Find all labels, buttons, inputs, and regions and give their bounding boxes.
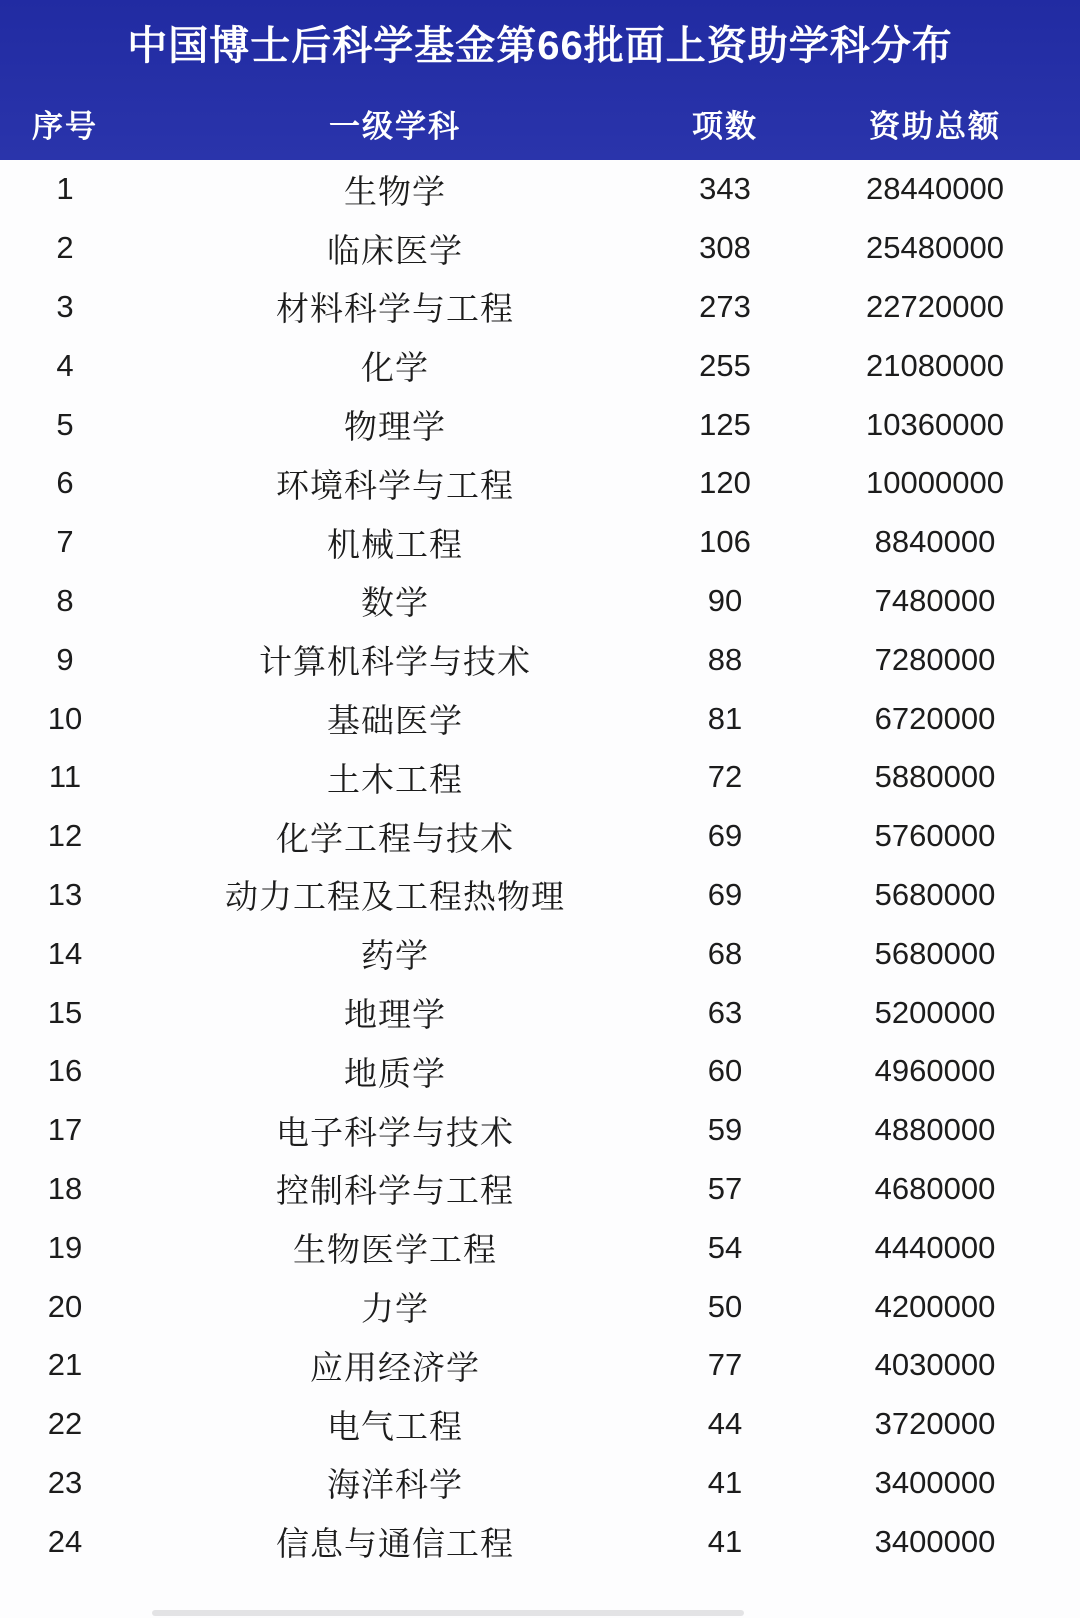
project-count-cell: 44 — [707, 1406, 743, 1442]
amount-cell: 4030000 — [874, 1347, 996, 1383]
page-title: 中国博士后科学基金第66批面上资助学科分布 — [127, 24, 953, 68]
table-row — [0, 1512, 1080, 1571]
row-number-cell: 6 — [56, 465, 74, 501]
table-body — [0, 160, 1080, 1571]
row-number-cell: 1 — [56, 171, 74, 207]
project-count-cell: 50 — [707, 1288, 743, 1324]
project-count-cell: 60 — [707, 1053, 743, 1089]
amount-cell: 5880000 — [874, 759, 996, 795]
amount-cell: 10360000 — [866, 406, 1004, 442]
row-number-cell: 14 — [47, 935, 83, 971]
row-number-cell: 4 — [56, 347, 74, 383]
row-number-cell: 3 — [56, 288, 74, 324]
table-row — [0, 1101, 1080, 1160]
project-count-cell: 90 — [707, 582, 743, 618]
amount-cell: 7280000 — [874, 641, 996, 677]
amount-cell: 8840000 — [874, 524, 996, 560]
project-count-cell: 63 — [707, 994, 743, 1030]
table-row — [0, 1336, 1080, 1395]
table-row — [0, 1160, 1080, 1219]
discipline-cell: 生物医学工程 — [293, 1231, 497, 1269]
table-row — [0, 278, 1080, 337]
amount-cell: 5680000 — [874, 935, 996, 971]
amount-cell: 4200000 — [874, 1288, 996, 1324]
row-number-cell: 8 — [56, 582, 74, 618]
table-row — [0, 866, 1080, 925]
table-row — [0, 336, 1080, 395]
table-row — [0, 160, 1080, 219]
row-number-cell: 20 — [47, 1288, 83, 1324]
amount-cell: 4880000 — [874, 1112, 996, 1148]
project-count-cell: 69 — [707, 876, 743, 912]
project-count-cell: 69 — [707, 818, 743, 854]
amount-cell: 21080000 — [866, 347, 1004, 383]
project-count-cell: 59 — [707, 1112, 743, 1148]
amount-cell: 6720000 — [874, 700, 996, 736]
project-count-cell: 273 — [699, 288, 751, 324]
table-row — [0, 983, 1080, 1042]
cut-off-next-row-hint — [152, 1610, 744, 1616]
amount-cell: 5760000 — [874, 818, 996, 854]
discipline-cell: 应用经济学 — [310, 1348, 480, 1386]
row-number-cell: 13 — [47, 876, 83, 912]
table-row — [0, 807, 1080, 866]
discipline-cell: 海洋科学 — [327, 1466, 463, 1504]
discipline-cell: 数学 — [361, 584, 429, 622]
row-number-cell: 12 — [47, 818, 83, 854]
discipline-cell: 电子科学与技术 — [276, 1113, 514, 1151]
table-row — [0, 630, 1080, 689]
discipline-cell: 药学 — [361, 937, 429, 975]
project-count-cell: 343 — [699, 171, 751, 207]
project-count-cell: 308 — [699, 230, 751, 266]
project-count-cell: 88 — [707, 641, 743, 677]
discipline-cell: 基础医学 — [327, 702, 463, 740]
table-row — [0, 689, 1080, 748]
discipline-cell: 化学 — [361, 349, 429, 387]
row-number-cell: 24 — [47, 1523, 83, 1559]
discipline-cell: 材料科学与工程 — [276, 290, 514, 328]
discipline-cell: 地质学 — [344, 1054, 446, 1092]
row-number-cell: 18 — [47, 1170, 83, 1206]
project-count-cell: 41 — [707, 1464, 743, 1500]
project-count-cell: 54 — [707, 1229, 743, 1265]
project-count-cell: 72 — [707, 759, 743, 795]
amount-cell: 25480000 — [866, 230, 1004, 266]
discipline-cell: 物理学 — [344, 408, 446, 446]
amount-cell: 7480000 — [874, 582, 996, 618]
amount-cell: 5680000 — [874, 876, 996, 912]
discipline-cell: 地理学 — [344, 996, 446, 1034]
discipline-cell: 土木工程 — [327, 760, 463, 798]
row-number-cell: 9 — [56, 641, 74, 677]
discipline-cell: 生物学 — [344, 172, 446, 210]
table-header-row — [0, 109, 1080, 145]
discipline-cell: 控制科学与工程 — [276, 1172, 514, 1210]
project-count-cell: 81 — [707, 700, 743, 736]
amount-cell: 4960000 — [874, 1053, 996, 1089]
discipline-cell: 机械工程 — [327, 525, 463, 563]
row-number-cell: 11 — [48, 759, 82, 795]
amount-cell: 22720000 — [866, 288, 1004, 324]
amount-cell: 28440000 — [866, 171, 1004, 207]
project-count-cell: 41 — [707, 1523, 743, 1559]
table-row — [0, 1042, 1080, 1101]
project-count-cell: 77 — [707, 1347, 743, 1383]
column-header-discipline: 一级学科 — [329, 109, 461, 144]
column-header-total-funding: 资助总额 — [869, 109, 1001, 144]
row-number-cell: 2 — [56, 230, 74, 266]
row-number-cell: 21 — [47, 1347, 83, 1383]
discipline-cell: 计算机科学与技术 — [259, 643, 531, 681]
project-count-cell: 255 — [699, 347, 751, 383]
amount-cell: 3400000 — [874, 1464, 996, 1500]
project-count-cell: 125 — [699, 406, 751, 442]
table-row — [0, 1277, 1080, 1336]
project-count-cell: 106 — [699, 524, 751, 560]
row-number-cell: 22 — [47, 1406, 83, 1442]
table-row — [0, 513, 1080, 572]
table-row — [0, 219, 1080, 278]
table-row — [0, 924, 1080, 983]
row-number-cell: 15 — [47, 994, 83, 1030]
table-row — [0, 1454, 1080, 1513]
amount-cell: 3400000 — [874, 1523, 996, 1559]
row-number-cell: 19 — [47, 1229, 83, 1265]
row-number-cell: 23 — [47, 1464, 83, 1500]
amount-cell: 3720000 — [874, 1406, 996, 1442]
banner — [0, 0, 1080, 160]
discipline-cell: 化学工程与技术 — [276, 819, 514, 857]
amount-cell: 10000000 — [866, 465, 1004, 501]
discipline-cell: 力学 — [361, 1290, 429, 1328]
table-row — [0, 454, 1080, 513]
amount-cell: 5200000 — [874, 994, 996, 1030]
column-header-index: 序号 — [32, 109, 98, 144]
table-row — [0, 1218, 1080, 1277]
row-number-cell: 10 — [47, 700, 83, 736]
discipline-cell: 动力工程及工程热物理 — [225, 878, 565, 916]
row-number-cell: 5 — [56, 406, 74, 442]
project-count-cell: 57 — [707, 1170, 743, 1206]
project-count-cell: 68 — [707, 935, 743, 971]
discipline-cell: 信息与通信工程 — [276, 1525, 514, 1563]
row-number-cell: 17 — [47, 1112, 83, 1148]
row-number-cell: 16 — [47, 1053, 83, 1089]
table-row — [0, 395, 1080, 454]
discipline-cell: 临床医学 — [327, 231, 463, 269]
table-row — [0, 572, 1080, 631]
amount-cell: 4440000 — [874, 1229, 996, 1265]
row-number-cell: 7 — [56, 524, 74, 560]
discipline-cell: 电气工程 — [327, 1407, 463, 1445]
discipline-cell: 环境科学与工程 — [276, 466, 514, 504]
table-row — [0, 1395, 1080, 1454]
table-row — [0, 748, 1080, 807]
project-count-cell: 120 — [699, 465, 751, 501]
column-header-project-count: 项数 — [692, 109, 758, 144]
amount-cell: 4680000 — [874, 1170, 996, 1206]
